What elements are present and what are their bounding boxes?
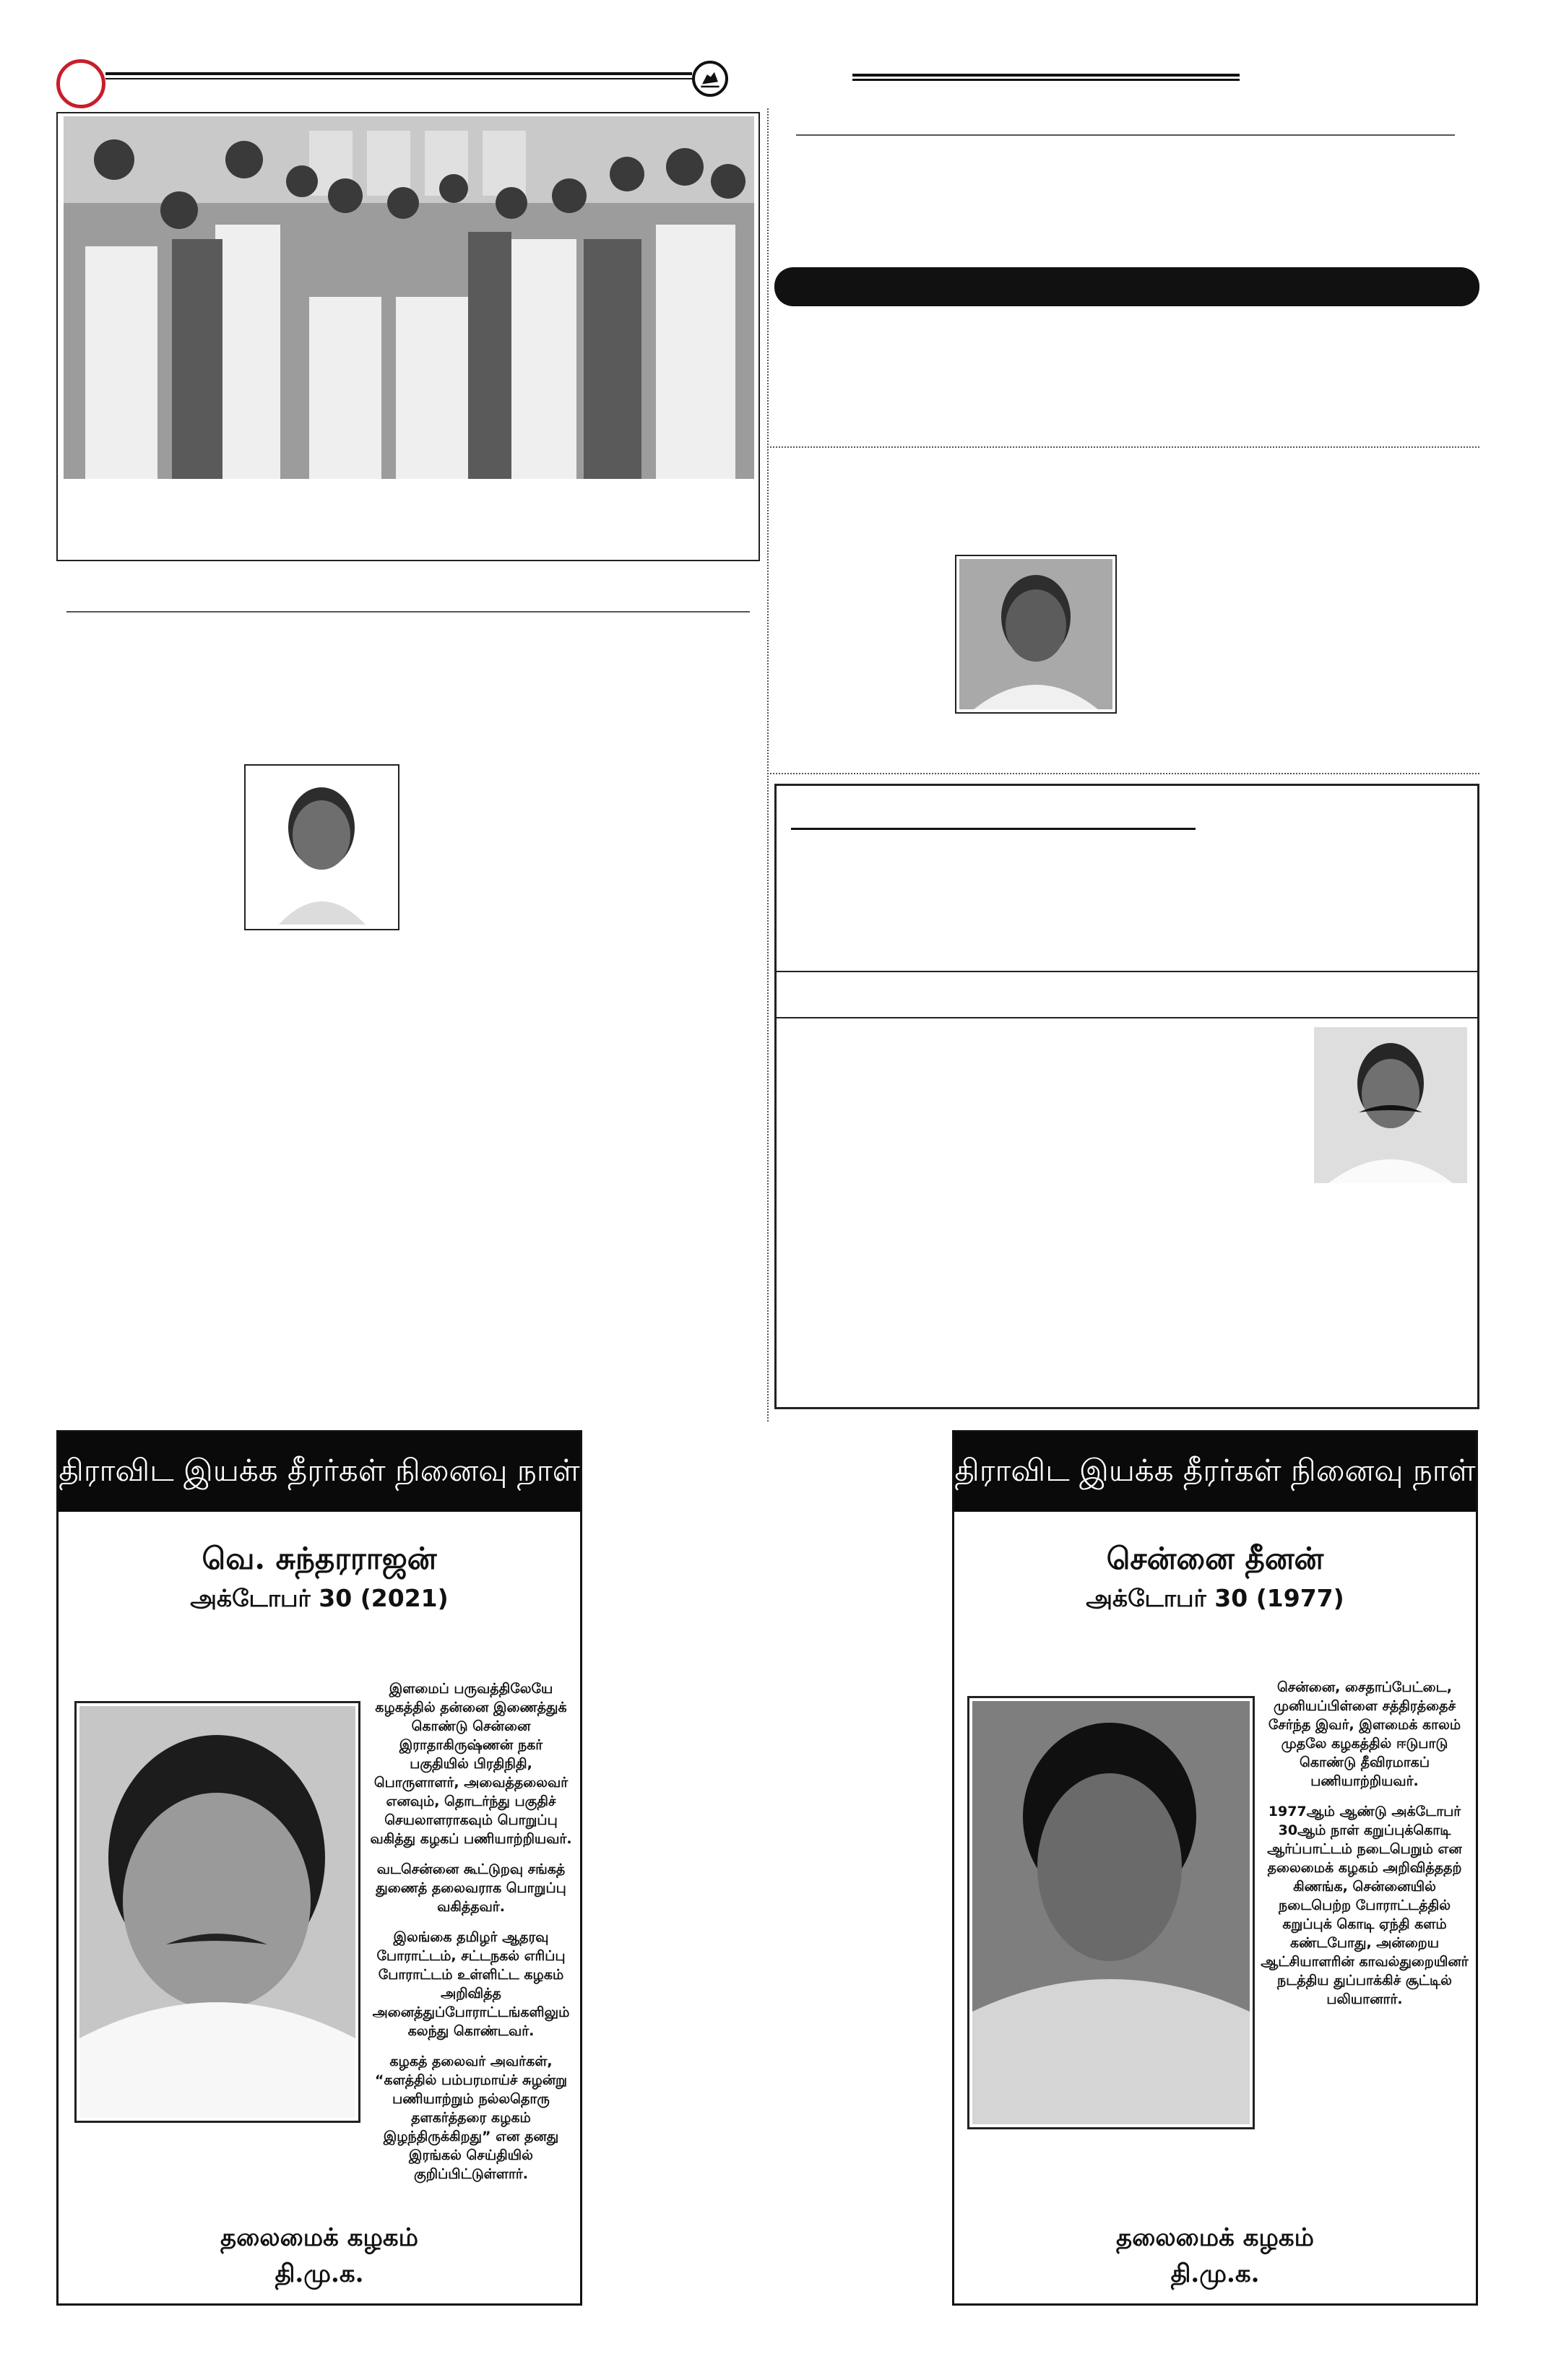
memorial-1-paragraph: கழகத் தலைவர் அவர்கள், “களத்தில் பம்பரமாய்ச் சுழன்று பணியாற்றும் நல்லதொரு தளகர்த்தரை கழகம் இழந்திருக்கிறது” என தனது இரங்கல் செய்தியில் குறிப்பிட்டுள்ளார்.	[374, 2054, 568, 2182]
portrait-photo-left	[250, 770, 394, 925]
column-divider	[767, 108, 769, 1421]
memorial-1-paragraph: இளமைப் பருவத்திலேயே கழகத்தில் தன்னை இணைத்துக் கொண்டு சென்னை இராதாகிருஷ்ணன் நகர் பகுதியில் பிரதிநிதி, பொருளாளர், அவைத்தலைவர் எனவும், தொடர்ந்து பகுதிச் செயலாளராகவும் பொறுப்பு வகித்து கழகப் பணியாற்றியவர்.	[370, 1681, 572, 1847]
obituary-divider-1	[777, 971, 1477, 972]
group-photo-frame	[56, 112, 760, 561]
memorial-name-2: சென்னை தீனன்	[1106, 1541, 1324, 1576]
memorial-photo-1-frame	[74, 1701, 360, 2123]
memorial-photo-2	[972, 1701, 1250, 2124]
memorial-header-2: திராவிட இயக்க தீரர்கள் நினைவு நாள்	[954, 1432, 1476, 1512]
memorial-sign-line: தலைமைக் கழகம்	[1116, 2223, 1314, 2252]
masthead-red-circle	[56, 59, 105, 108]
memorial-header-1: திராவிட இயக்க தீரர்கள் நினைவு நாள்	[59, 1432, 580, 1512]
memorial-text-2	[1258, 1678, 1471, 2020]
portrait-frame-left	[244, 764, 399, 930]
right-headline-rule	[852, 74, 1240, 81]
memorial-sign-1	[59, 2220, 580, 2292]
memorial-text-1	[369, 1679, 573, 2195]
obituary-portrait-photo	[1314, 1027, 1467, 1183]
obituary-box	[774, 784, 1479, 1409]
memorial-2-paragraph: சென்னை, சைதாப்பேட்டை, முனியப்பிள்ளை சத்திரத்தைச் சேர்ந்த இவர், இளமைக் காலம் முதலே கழகத்தில் ஈடுபாடு கொண்டு தீவிரமாகப் பணியாற்றியவர்.	[1268, 1679, 1461, 1789]
memorial-sign-line: தி.மு.க.	[275, 2259, 364, 2288]
portrait-photo-right-top	[959, 559, 1112, 709]
right-top-rule	[796, 134, 1455, 136]
obituary-divider-2	[777, 1017, 1477, 1018]
memorial-date-2: அக்டோபர் 30 (1977)	[1086, 1584, 1344, 1612]
masthead-rule	[105, 72, 692, 79]
memorial-1-paragraph: வடசென்னை கூட்டுறவு சங்கத் துணைத் தலைவராக பொறுப்பு வகித்தவர்.	[376, 1861, 566, 1915]
memorial-card-2	[952, 1430, 1478, 2306]
memorial-card-1	[56, 1430, 582, 2306]
memorial-photo-1	[79, 1706, 355, 2118]
dotted-separator-1	[770, 446, 1479, 448]
memorial-sign-line: தி.மு.க.	[1170, 2259, 1260, 2288]
wedding-group-photo	[64, 116, 754, 479]
memorial-photo-2-frame	[967, 1696, 1255, 2129]
dotted-separator-2	[770, 773, 1479, 774]
memorial-sign-line: தலைமைக் கழகம்	[220, 2223, 418, 2252]
memorial-2-paragraph: 1977ஆம் ஆண்டு அக்டோபர் 30ஆம் நாள் கறுப்புக்கொடி ஆர்ப்பாட்டம் நடைபெறும் என தலைமைக் கழகம் அறிவித்ததற் கிணங்க, சென்னையில் நடைபெற்ற போராட்டத்தில் கறுப்புக் கொடி ஏந்தி களம் கண்டபோது, அன்றைய ஆட்சியாளரின் காவல்துறையினர் நடத்திய துப்பாக்கிச் சூட்டில் பலியானார்.	[1261, 1804, 1469, 2007]
memorial-sign-2	[954, 2220, 1476, 2292]
memorial-name-1: வெ. சுந்தரராஜன்	[202, 1541, 437, 1576]
left-column-rule	[66, 611, 750, 613]
black-headline-bar	[774, 267, 1479, 306]
memorial-date-1: அக்டோபர் 30 (2021)	[190, 1584, 449, 1612]
portrait-frame-right-top	[955, 555, 1117, 714]
obituary-title-rule	[791, 828, 1196, 830]
rising-sun-emblem-icon	[692, 61, 728, 97]
memorial-1-paragraph: இலங்கை தமிழர் ஆதரவு போராட்டம், சட்டநகல் எரிப்பு போராட்டம் உள்ளிட்ட கழகம் அறிவித்த அனைத்துப்போராட்டங்களிலும் கலந்து கொண்டவர்.	[372, 1929, 570, 2039]
